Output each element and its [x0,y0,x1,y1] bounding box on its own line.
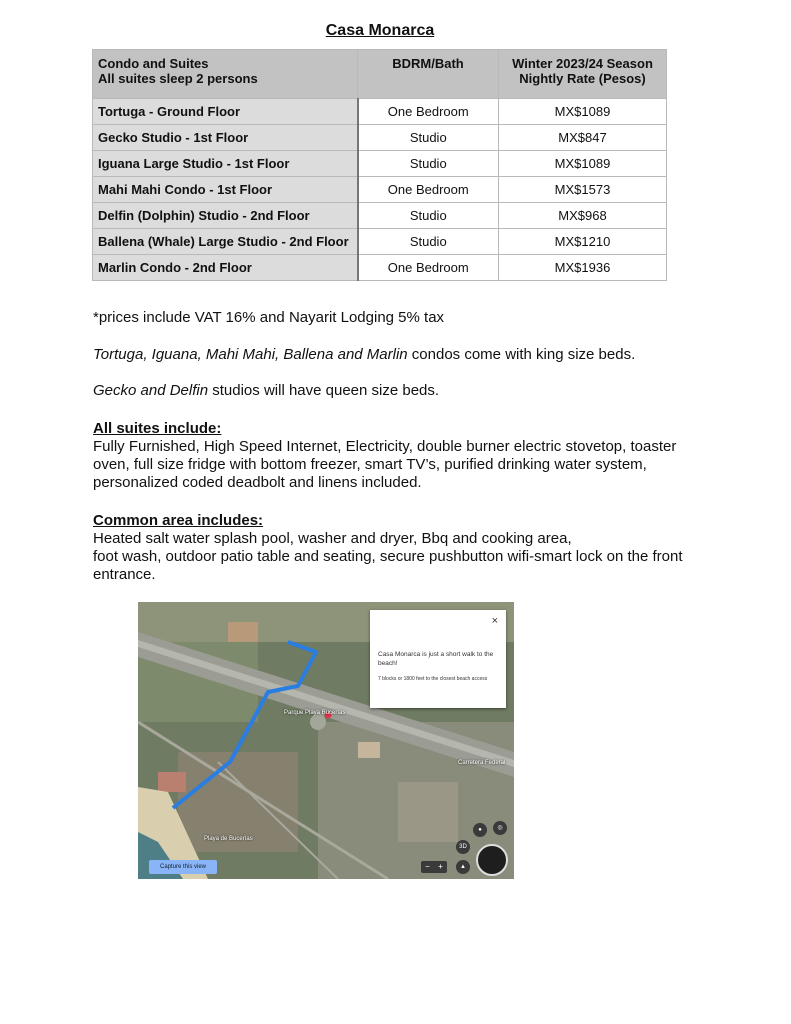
map-label-road: Carretera Federal [458,760,506,766]
cell-rate: MX$1936 [499,255,667,281]
map-label-beach: Playa de Bucerías [204,836,253,842]
common-line1: Heated salt water splash pool, washer and dryer, Bbq and cooking area, [93,530,572,547]
queen-bed-note [93,382,439,400]
suites-heading: All suites include: [93,420,222,437]
cell-rate: MX$1573 [499,177,667,203]
common-heading: Common area includes: [93,512,264,529]
table-row [93,99,667,125]
zoom-controls [421,861,447,873]
cell-rate: MX$847 [499,125,667,151]
cell-name: Iguana Large Studio - 1st Floor [93,151,358,177]
header-rate-line1: Winter 2023/24 Season [512,56,653,71]
tax-note: *prices include VAT 16% and Nayarit Lodging 5% tax [93,309,445,326]
king-bed-note [93,346,635,364]
cell-bdrm: Studio [358,203,499,229]
info-popup [370,610,506,708]
cell-rate: MX$968 [499,203,667,229]
cell-name: Tortuga - Ground Floor [93,99,358,125]
queen-bed-text: studios will have queen size beds. [208,382,440,399]
table-header-row [93,50,667,99]
cell-name: Delfin (Dolphin) Studio - 2nd Floor [93,203,358,229]
header-condo-line1: Condo and Suites [98,56,209,71]
table-row [93,151,667,177]
table-row [93,203,667,229]
cell-name: Ballena (Whale) Large Studio - 2nd Floor [93,229,358,255]
cell-bdrm: One Bedroom [358,99,499,125]
cell-rate: MX$1089 [499,99,667,125]
table-row [93,177,667,203]
table-row [93,125,667,151]
table-row [93,255,667,281]
zoom-out-button[interactable]: − [425,862,430,871]
rates-table [92,49,667,281]
header-condo [93,50,358,99]
close-icon[interactable]: × [491,615,498,627]
king-bed-text: condos come with king size beds. [407,346,636,363]
queen-bed-studios: Gecko and Delfin [93,382,209,399]
header-rate [499,50,667,99]
king-bed-condos: Tortuga, Iguana, Mahi Mahi, Ballena and Marlin [93,346,408,363]
table-row [93,229,667,255]
cell-bdrm: Studio [358,151,499,177]
my-location-icon[interactable]: ◎ [493,821,507,835]
page-title: Casa Monarca [325,22,435,39]
popup-subtext: 7 blocks or 1800 feet to the closest beach access [378,676,488,682]
common-line2: foot wash, outdoor patio table and seating, secure pushbutton wifi-smart lock on the front entrance. [93,548,683,583]
header-rate-line2: Nightly Rate (Pesos) [519,71,646,86]
common-section [93,512,693,584]
compass-north-icon[interactable]: ▲ [456,860,470,874]
popup-heading: Casa Monarca is just a short walk to the beach! [378,651,494,667]
cell-name: Marlin Condo - 2nd Floor [93,255,358,281]
header-condo-line2: All suites sleep 2 persons [98,71,258,86]
header-bdrm: BDRM/Bath [358,50,499,99]
cell-rate: MX$1089 [499,151,667,177]
cell-bdrm: One Bedroom [358,177,499,203]
map-label-place: Parque Playa Bucerías [284,710,346,716]
suites-section [93,420,693,492]
zoom-in-button[interactable]: + [438,862,443,871]
cell-rate: MX$1210 [499,229,667,255]
globe-compass-icon[interactable] [476,844,508,876]
cell-bdrm: Studio [358,229,499,255]
suites-body: Fully Furnished, High Speed Internet, Electricity, double burner electric stovetop, toaster oven, full size fridge with bottom freezer, smart TV’s, purified drinking water system, personalized coded deadbolt and linens included. [93,438,677,491]
cell-bdrm: One Bedroom [358,255,499,281]
3d-toggle-button[interactable]: 3D [456,840,470,854]
capture-view-button[interactable]: Capture this view [149,860,217,874]
pegman-icon[interactable]: ● [473,823,487,837]
cell-name: Mahi Mahi Condo - 1st Floor [93,177,358,203]
cell-bdrm: Studio [358,125,499,151]
cell-name: Gecko Studio - 1st Floor [93,125,358,151]
satellite-map[interactable] [138,602,514,879]
